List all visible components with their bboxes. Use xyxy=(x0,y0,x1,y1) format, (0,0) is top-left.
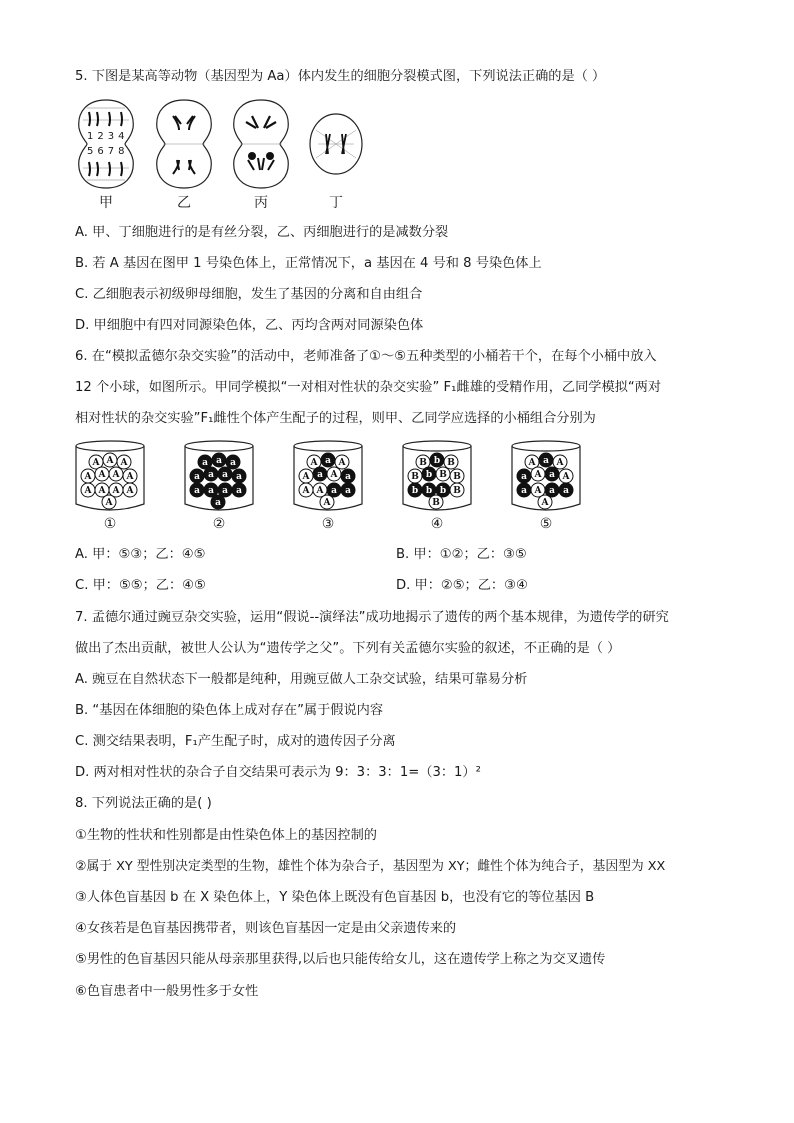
svg-text:B: B xyxy=(447,458,455,468)
svg-text:A: A xyxy=(105,498,113,508)
svg-text:a: a xyxy=(345,486,351,496)
q6-stem-line-2: 12 个小球，如图所示。甲同学模拟“一对相对性状的杂交实验” F₁雌雄的受精作用，乙同学模拟“两对 xyxy=(75,380,662,395)
ball-A xyxy=(327,467,341,481)
svg-text:A: A xyxy=(92,458,100,468)
svg-text:a: a xyxy=(236,486,242,496)
cell-label-bing: 丙 xyxy=(254,195,268,211)
svg-text:A: A xyxy=(98,470,106,480)
svg-text:A: A xyxy=(84,472,92,482)
svg-text:A: A xyxy=(541,498,549,508)
svg-text:a: a xyxy=(222,470,228,480)
ball-a xyxy=(539,453,553,467)
svg-text:a: a xyxy=(325,456,331,466)
q8-item-2: ②属于 XY 型性别决定类型的生物，雄性个体为杂合子，基因型为 XY；雌性个体为纯合子，基因型为 XX xyxy=(75,859,666,874)
svg-text:A: A xyxy=(120,458,128,468)
ball-B xyxy=(429,495,443,509)
ball-A xyxy=(81,469,95,483)
cell-bing-figure xyxy=(230,98,292,190)
bucket-label-3: ③ xyxy=(321,516,335,532)
q6-stem-line-1: 6. 在“模拟孟德尔杂交实验”的活动中，老师准备了①～⑤五种类型的小桶若干个，在每个小桶中放入 xyxy=(75,349,657,364)
ball-A xyxy=(335,455,349,469)
svg-text:b: b xyxy=(425,470,433,480)
svg-text:A: A xyxy=(534,486,542,496)
ball-a xyxy=(218,467,232,481)
svg-text:A: A xyxy=(310,458,318,468)
q8-item-6: ⑥色盲患者中一般男性多于女性 xyxy=(75,984,259,999)
svg-text:a: a xyxy=(222,486,228,496)
q7-stem-line-1: 7. 孟德尔通过豌豆杂交实验，运用“假说--演绎法”成功地揭示了遗传的两个基本规律，为遗传学的研究 xyxy=(75,610,669,625)
bucket-label-5: ⑤ xyxy=(539,516,553,532)
svg-text:a: a xyxy=(543,456,549,466)
q5-option-d: D. 甲细胞中有四对同源染色体，乙、丙均含两对同源染色体 xyxy=(75,318,424,333)
cell-yi-figure xyxy=(153,98,215,190)
ball-A xyxy=(559,469,573,483)
svg-text:a: a xyxy=(215,498,221,508)
svg-text:a: a xyxy=(216,456,222,466)
q7-option-b: B. “基因在体细胞的染色体上成对存在”属于假说内容 xyxy=(75,703,384,718)
ball-A xyxy=(95,467,109,481)
svg-text:a: a xyxy=(236,472,242,482)
cell-jia-bottom-numbers: 5678 xyxy=(87,146,129,157)
svg-text:A: A xyxy=(562,472,570,482)
svg-text:B: B xyxy=(453,486,461,496)
ball-a xyxy=(313,467,327,481)
svg-text:A: A xyxy=(534,470,542,480)
svg-text:A: A xyxy=(126,486,134,496)
ball-a xyxy=(545,467,559,481)
svg-text:A: A xyxy=(338,458,346,468)
ball-a xyxy=(517,469,531,483)
svg-text:A: A xyxy=(330,470,338,480)
ball-A xyxy=(538,495,552,509)
buckets-figure xyxy=(70,440,590,540)
ball-a xyxy=(321,453,335,467)
bucket-5 xyxy=(510,440,582,514)
svg-text:A: A xyxy=(556,458,564,468)
ball-A xyxy=(320,495,334,509)
ball-a xyxy=(211,495,225,509)
q5-option-a: A. 甲、丁细胞进行的是有丝分裂，乙、丙细胞进行的是减数分裂 xyxy=(75,225,449,240)
cell-label-yi: 乙 xyxy=(177,195,191,211)
svg-text:A: A xyxy=(323,498,331,508)
ball-A xyxy=(81,483,95,497)
ball-a xyxy=(341,483,355,497)
q5-option-b: B. 若 A 基因在图甲 1 号染色体上，正常情况下，a 基因在 4 号和 8 号染色体上 xyxy=(75,256,542,271)
svg-text:A: A xyxy=(84,486,92,496)
ball-a xyxy=(190,483,204,497)
q6-stem-line-3: 相对性状的杂交实验”F₁雌性个体产生配子的过程，则甲、乙同学应选择的小桶组合分别为 xyxy=(75,411,596,426)
q6-option-a: A. 甲：⑤③；乙：④⑤ xyxy=(75,547,206,562)
q6-option-c: C. 甲：⑤⑤；乙：④⑤ xyxy=(75,578,206,593)
svg-text:A: A xyxy=(302,486,310,496)
ball-a xyxy=(559,483,573,497)
svg-text:a: a xyxy=(194,486,200,496)
q7-option-d: D. 两对相对性状的杂合子自交结果可表示为 9：3：3：1=（3：1）² xyxy=(75,765,481,780)
bucket-1 xyxy=(74,440,146,514)
ball-A xyxy=(102,495,116,509)
bucket-label-1: ① xyxy=(103,516,117,532)
bucket-4 xyxy=(401,440,473,514)
ball-A xyxy=(531,467,545,481)
ball-B xyxy=(444,455,458,469)
svg-text:a: a xyxy=(202,458,208,468)
svg-text:b: b xyxy=(433,456,441,466)
svg-text:a: a xyxy=(549,470,555,480)
ball-a xyxy=(212,453,226,467)
bucket-label-4: ④ xyxy=(430,516,444,532)
svg-text:A: A xyxy=(316,486,324,496)
svg-text:B: B xyxy=(411,472,419,482)
ball-A xyxy=(123,469,137,483)
q6-option-d: D. 甲：②⑤；乙：③④ xyxy=(396,578,528,593)
cell-jia-top-numbers: 1234 xyxy=(87,131,129,142)
svg-text:a: a xyxy=(317,470,323,480)
svg-text:B: B xyxy=(453,472,461,482)
svg-text:b: b xyxy=(425,486,433,496)
bucket-2 xyxy=(183,440,255,514)
ball-A xyxy=(299,469,313,483)
ball-A xyxy=(103,453,117,467)
q5-option-c: C. 乙细胞表示初级卵母细胞，发生了基因的分离和自由组合 xyxy=(75,287,423,302)
svg-text:B: B xyxy=(439,470,447,480)
bucket-3 xyxy=(292,440,364,514)
svg-text:a: a xyxy=(549,486,555,496)
ball-A xyxy=(553,455,567,469)
svg-text:a: a xyxy=(521,486,527,496)
q8-item-5: ⑤男性的色盲基因只能从母亲那里获得,以后也只能传给女儿，这在遗传学上称之为交叉遗传 xyxy=(75,952,606,967)
svg-text:A: A xyxy=(528,458,536,468)
cell-label-ding: 丁 xyxy=(329,195,343,211)
ball-a xyxy=(190,469,204,483)
q7-stem-line-2: 做出了杰出贡献，被世人公认为“遗传学之父”。下列有关孟德尔实验的叙述，不正确的是（ ） xyxy=(75,641,621,656)
ball-B xyxy=(450,483,464,497)
ball-a xyxy=(517,483,531,497)
svg-text:A: A xyxy=(112,470,120,480)
svg-text:b: b xyxy=(439,486,447,496)
q8-item-3: ③人体色盲基因 b 在 X 染色体上，Y 染色体上既没有色盲基因 b，也没有它的等位基因 B xyxy=(75,890,595,905)
q8-item-1: ①生物的性状和性别都是由性染色体上的基因控制的 xyxy=(75,828,377,843)
svg-text:a: a xyxy=(563,486,569,496)
svg-text:a: a xyxy=(521,472,527,482)
svg-text:A: A xyxy=(98,486,106,496)
svg-text:B: B xyxy=(419,458,427,468)
bucket-label-2: ② xyxy=(212,516,226,532)
ball-A xyxy=(117,455,131,469)
svg-text:a: a xyxy=(194,472,200,482)
ball-A xyxy=(109,467,123,481)
q8-stem: 8. 下列说法正确的是( ) xyxy=(75,796,212,811)
ball-B xyxy=(436,467,450,481)
svg-text:a: a xyxy=(208,486,214,496)
ball-a xyxy=(341,469,355,483)
q6-option-b: B. 甲：①②；乙：③⑤ xyxy=(396,547,527,562)
ball-b xyxy=(408,483,422,497)
ball-a xyxy=(232,483,246,497)
svg-text:A: A xyxy=(106,456,114,466)
svg-text:A: A xyxy=(112,486,120,496)
q5-stem: 5. 下图是某高等动物（基因型为 Aa）体内发生的细胞分裂模式图，下列说法正确的是（ ） xyxy=(75,69,606,84)
cell-label-jia: 甲 xyxy=(99,195,113,211)
q7-option-a: A. 豌豆在自然状态下一般都是纯种，用豌豆做人工杂交试验，结果可靠易分析 xyxy=(75,672,528,687)
ball-a xyxy=(204,467,218,481)
ball-A xyxy=(123,483,137,497)
svg-text:a: a xyxy=(345,472,351,482)
ball-B xyxy=(450,469,464,483)
ball-b xyxy=(430,453,444,467)
svg-text:a: a xyxy=(208,470,214,480)
ball-b xyxy=(422,467,436,481)
ball-a xyxy=(226,455,240,469)
cell-ding-figure xyxy=(308,112,364,176)
svg-text:a: a xyxy=(331,486,337,496)
svg-text:A: A xyxy=(302,472,310,482)
svg-text:A: A xyxy=(126,472,134,482)
ball-B xyxy=(408,469,422,483)
svg-text:a: a xyxy=(230,458,236,468)
ball-a xyxy=(232,469,246,483)
svg-text:B: B xyxy=(432,498,440,508)
q7-option-c: C. 测交结果表明，F₁产生配子时，成对的遗传因子分离 xyxy=(75,734,396,749)
ball-A xyxy=(299,483,313,497)
svg-text:b: b xyxy=(411,486,419,496)
q8-item-4: ④女孩若是色盲基因携带者，则该色盲基因一定是由父亲遗传来的 xyxy=(75,921,457,936)
